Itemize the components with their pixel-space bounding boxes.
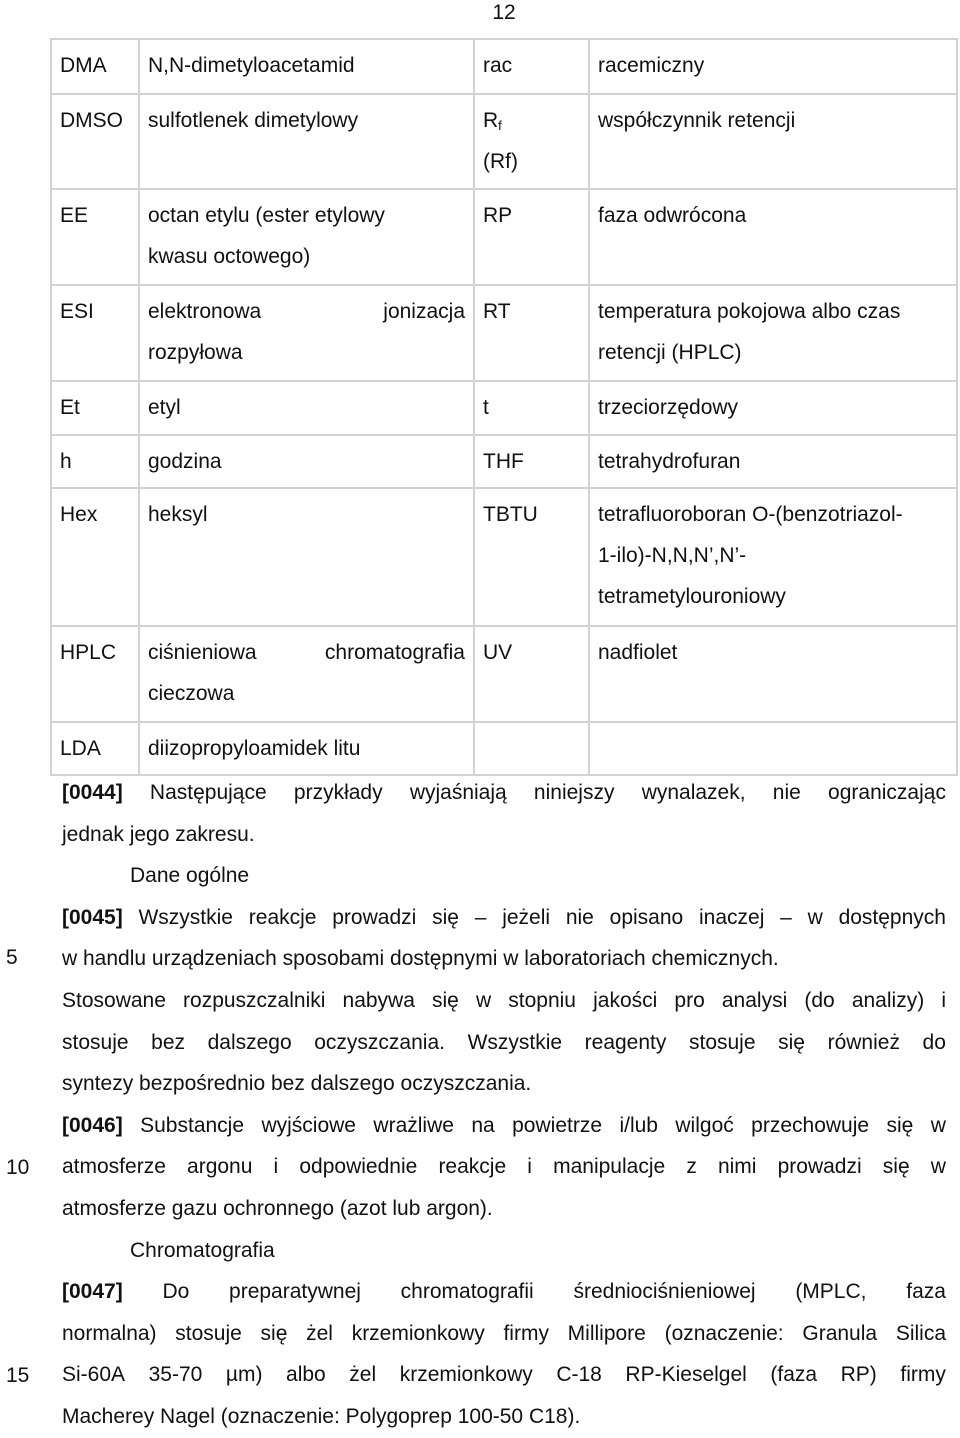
cell-line: współczynnik retencji [598, 109, 796, 132]
word: w [930, 1113, 946, 1137]
p0045-line-3 [62, 980, 946, 1022]
definition-cell [139, 488, 474, 626]
paragraph-tag: [0046] [62, 1113, 123, 1137]
word: – [474, 905, 487, 929]
abbreviation-cell [474, 435, 589, 488]
word: albo [286, 1363, 326, 1387]
word: dalszego [207, 1030, 292, 1054]
definition-cell [589, 381, 957, 435]
definition-cell [589, 626, 957, 722]
word: stosuje [688, 1030, 756, 1054]
abbreviation [483, 100, 580, 141]
word: się [432, 905, 459, 929]
abbreviation: (Rf) [483, 150, 518, 173]
p0047-line-3 [62, 1354, 946, 1396]
abbreviation: LDA [60, 737, 101, 760]
word: (do [804, 988, 835, 1012]
word: 35-70 [148, 1363, 203, 1387]
cell-line: nadfiolet [598, 641, 678, 664]
abbreviation-row [51, 722, 957, 775]
word: wyjściowe [261, 1113, 356, 1137]
definition-cell [589, 722, 957, 775]
p0047-line-4: Macherey Nagel (oznaczenie: Polygoprep 100-50 C18). [62, 1404, 581, 1428]
p0045-line-4 [62, 1022, 946, 1064]
definition-cell [139, 381, 474, 435]
definition-cell [139, 94, 474, 189]
word: opisano [609, 905, 684, 929]
p0044-line-1 [62, 772, 946, 814]
cell-line: diizopropyloamidek litu [148, 737, 361, 760]
word: i/lub [619, 1113, 658, 1137]
word: średniociśnieniowej [573, 1280, 756, 1304]
abbreviation-cell [51, 488, 139, 626]
word: przechowuje [751, 1113, 870, 1137]
definition-cell [589, 39, 957, 94]
definition-cell [139, 722, 474, 775]
abbreviation-letter: R [483, 109, 499, 132]
word: reakcje [248, 905, 317, 929]
word: stosuje [62, 1030, 129, 1054]
word: faza [906, 1280, 946, 1304]
word: stosuje [175, 1321, 242, 1345]
word: wynalazek, [641, 781, 746, 804]
word: nabywa [342, 988, 415, 1012]
cell-line [148, 632, 465, 673]
word: się [260, 1321, 288, 1345]
p0047-line-2 [62, 1313, 946, 1355]
abbreviation: RT [483, 300, 511, 323]
definition-cell [139, 435, 474, 488]
word: preparatywnej [229, 1280, 361, 1304]
abbreviation-cell [474, 488, 589, 626]
cell-line: octan etylu (ester etylowy [148, 204, 385, 227]
word: się [882, 1155, 910, 1179]
abbreviation: TBTU [483, 503, 538, 526]
word: µm) [225, 1363, 263, 1387]
abbreviation-cell [474, 285, 589, 381]
word: również [827, 1030, 900, 1054]
word: nimi [717, 1155, 757, 1179]
abbreviation-row [51, 39, 957, 94]
abbreviation: THF [483, 450, 524, 473]
p0046-line-2 [62, 1146, 946, 1188]
word: C-18 [556, 1363, 602, 1387]
paragraph-tag: [0045] [62, 905, 123, 929]
word: Wszystkie [467, 1030, 563, 1054]
abbreviation-cell [474, 39, 589, 94]
abbreviation-row [51, 626, 957, 722]
word: Następujące [149, 781, 267, 804]
abbreviation-row [51, 435, 957, 488]
abbreviation-cell [51, 94, 139, 189]
p0044-line-2: jednak jego zakresu. [62, 822, 255, 846]
body-text [62, 772, 946, 1438]
definition-cell [139, 39, 474, 94]
cell-line: tetrafluoroboran O-(benzotriazol- [598, 503, 903, 526]
abbreviation-cell [51, 626, 139, 722]
word: (oznaczenie: [664, 1321, 784, 1345]
word: żel [349, 1363, 377, 1387]
definition-cell [139, 626, 474, 722]
cell-line: N,N-dimetyloacetamid [148, 54, 355, 77]
word: firmy [503, 1321, 549, 1345]
word: jakości [593, 988, 658, 1012]
abbreviation-cell [51, 722, 139, 775]
abbreviation-cell [474, 626, 589, 722]
word: krzemionkowy [399, 1363, 533, 1387]
paragraph-tag: [0044] [62, 781, 123, 804]
word: atmosferze [62, 1155, 166, 1179]
word: reakcje [438, 1155, 507, 1179]
section-heading: Dane ogólne [130, 864, 250, 888]
cell-line: rozpyłowa [148, 341, 243, 364]
p0045-line-2: w handlu urządzeniach sposobami dostępnymi w laboratoriach chemicznych. [62, 947, 779, 971]
word: stopniu [508, 988, 576, 1012]
word: RP) [840, 1363, 877, 1387]
word: Granula [802, 1321, 878, 1345]
abbreviation: DMA [60, 54, 107, 77]
word: wyjaśniają [409, 781, 507, 804]
cell-line: tetrametylouroniowy [598, 585, 786, 608]
definition-cell [589, 285, 957, 381]
word: odpowiednie [299, 1155, 418, 1179]
abbreviation-cell [474, 189, 589, 285]
word: Silica [895, 1321, 946, 1345]
abbreviation: h [60, 450, 72, 473]
definition-cell [139, 285, 474, 381]
abbreviation-row [51, 94, 957, 189]
word: (faza [770, 1363, 818, 1387]
p0046-line-3: atmosferze gazu ochronnego (azot lub argon). [62, 1196, 493, 1220]
abbreviation-subscript: f [498, 118, 502, 133]
cell-word: jonizacja [383, 300, 465, 323]
word: na [471, 1113, 495, 1137]
definition-cell [589, 189, 957, 285]
cell-line: heksyl [148, 503, 208, 526]
line-number-margin: 5 [6, 946, 18, 969]
cell-line: kwasu octowego) [148, 245, 311, 268]
word: przykłady [293, 781, 383, 804]
abbreviation-cell [474, 94, 589, 189]
word: Millipore [567, 1321, 646, 1345]
abbreviation-cell [474, 381, 589, 435]
cell-word: elektronowa [148, 300, 262, 323]
word: Si-60A [62, 1363, 126, 1387]
abbreviation-cell [51, 285, 139, 381]
word: w [475, 988, 492, 1012]
cell-line: tetrahydrofuran [598, 450, 741, 473]
page-number: 12 [492, 1, 516, 24]
abbreviation: Hex [60, 503, 98, 526]
definition-cell [589, 94, 957, 189]
cell-line: 1-ilo)-N,N,N’,N’- [598, 544, 747, 567]
cell-line: etyl [148, 396, 181, 419]
word: rozpuszczalniki [183, 988, 326, 1012]
word: chromatografii [400, 1280, 534, 1304]
cell-word: ciśnieniowa [148, 641, 257, 664]
cell-line: trzeciorzędowy [598, 396, 739, 419]
cell-line: racemiczny [598, 54, 705, 77]
abbreviation-cell [51, 39, 139, 94]
abbreviation-cell [51, 435, 139, 488]
word: do [922, 1030, 946, 1054]
cell-line: retencji (HPLC) [598, 341, 742, 364]
word: argonu [187, 1155, 253, 1179]
word: się [778, 1030, 805, 1054]
abbreviation: Et [60, 396, 80, 419]
word: nie [565, 905, 594, 929]
word: oczyszczania. [314, 1030, 445, 1054]
word: się [886, 1113, 914, 1137]
abbreviation-row [51, 189, 957, 285]
p0045-line-1 [62, 897, 946, 939]
word: manipulacje [553, 1155, 666, 1179]
abbreviation-row [51, 285, 957, 381]
abbreviation-cell [51, 381, 139, 435]
word: normalna) [62, 1321, 157, 1345]
abbreviation-cell [51, 189, 139, 285]
cell-line: temperatura pokojowa albo czas [598, 300, 901, 323]
word: żel [306, 1321, 333, 1345]
abbreviation: EE [60, 204, 89, 227]
word: wilgoć [675, 1113, 734, 1137]
word: wrażliwe [373, 1113, 454, 1137]
word: niniejszy [533, 781, 615, 804]
word: krzemionkowy [351, 1321, 485, 1345]
word: jeżeli [502, 905, 551, 929]
abbreviation: DMSO [60, 109, 123, 132]
word: się [432, 988, 459, 1012]
word: (MPLC, [795, 1280, 867, 1304]
section-heading: Chromatografia [130, 1238, 275, 1262]
abbreviation: HPLC [60, 641, 117, 664]
abbreviation: ESI [60, 300, 94, 323]
line-number-margin: 15 [6, 1364, 30, 1387]
cell-line [148, 291, 465, 332]
abbreviation-table [50, 38, 958, 776]
word: Stosowane [62, 988, 166, 1012]
word: RP-Kieselgel [625, 1363, 747, 1387]
word: Substancje [140, 1113, 245, 1137]
word: i [273, 1155, 279, 1179]
word: prowadzi [777, 1155, 862, 1179]
abbreviation: UV [483, 641, 513, 664]
line-number-margin: 10 [6, 1156, 30, 1179]
word: analysi [721, 988, 788, 1012]
abbreviation: rac [483, 54, 513, 77]
abbreviation-row [51, 381, 957, 435]
word: dostępnych [838, 905, 946, 929]
abbreviation: t [483, 396, 489, 419]
abbreviation-cell [474, 722, 589, 775]
word: bez [151, 1030, 185, 1054]
p0045-line-5: syntezy bezpośrednio bez dalszego oczyszczania. [62, 1072, 532, 1096]
cell-line: godzina [148, 450, 222, 473]
word: w [807, 905, 823, 929]
paragraph-tag: [0047] [62, 1280, 123, 1304]
definition-cell [589, 435, 957, 488]
word: prowadzi [332, 905, 417, 929]
word: reagenty [584, 1030, 667, 1054]
word: powietrze [512, 1113, 603, 1137]
cell-word: chromatografia [324, 641, 465, 664]
word: z [686, 1155, 697, 1179]
word: nie [772, 781, 801, 804]
abbreviation: RP [483, 204, 513, 227]
abbreviation-row [51, 488, 957, 626]
word: Do [162, 1280, 190, 1304]
p0047-line-1 [62, 1271, 946, 1313]
word: i [941, 988, 946, 1012]
word: ograniczając [828, 781, 946, 804]
word: inaczej [698, 905, 765, 929]
cell-line: cieczowa [148, 682, 235, 705]
word: firmy [900, 1363, 946, 1387]
word: analizy) [851, 988, 925, 1012]
word: Wszystkie [138, 905, 233, 929]
cell-line: sulfotlenek dimetylowy [148, 109, 359, 132]
word: w [930, 1155, 946, 1179]
cell-line: faza odwrócona [598, 204, 747, 227]
word: – [780, 905, 792, 929]
word: pro [674, 988, 705, 1012]
definition-cell [139, 189, 474, 285]
p0046-line-1 [62, 1105, 946, 1147]
definition-cell [589, 488, 957, 626]
word: i [527, 1155, 532, 1179]
